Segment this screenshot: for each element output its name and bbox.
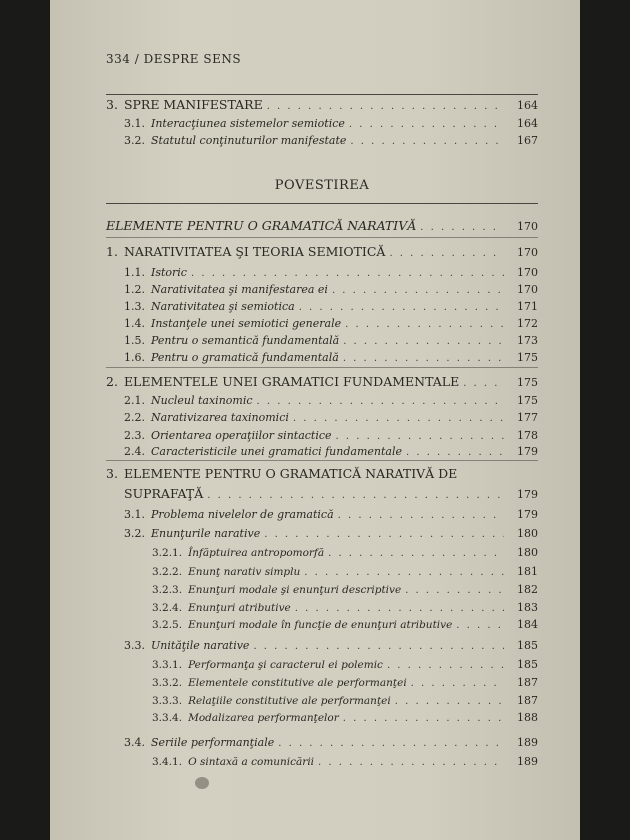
entry-title: Pentru o semantică fundamentală (151, 334, 340, 347)
entry-page: 185 (517, 658, 538, 671)
leader-dots (420, 222, 504, 233)
entry-page: 177 (517, 411, 538, 424)
toc-entry (152, 673, 538, 689)
entry-title: Caracteristicile unei gramatici fundamentale (151, 445, 402, 458)
entry-page: 170 (517, 283, 538, 296)
leader-dots (191, 268, 504, 279)
toc-entry (124, 280, 538, 296)
entry-number: 3. (106, 466, 118, 481)
entry-number: 1.3. (124, 300, 145, 313)
entry-number: 3.3.4. (152, 712, 183, 724)
entry-page: 175 (517, 394, 538, 407)
toc-entry (124, 636, 538, 652)
leader-dots (295, 603, 504, 614)
leader-dots (350, 136, 504, 147)
toc-entry (106, 465, 538, 481)
toc-entry (152, 752, 538, 768)
leader-dots (267, 101, 504, 112)
leader-dots (304, 567, 504, 578)
toc-entry (152, 580, 538, 596)
entry-number: 3.2.2. (152, 566, 183, 578)
entry-title: Modalizarea performanţelor (188, 712, 339, 724)
entry-title: Enunţurile narative (151, 527, 261, 540)
leader-dots (264, 529, 504, 540)
entry-title: SUPRAFAŢĂ (124, 486, 204, 501)
entry-number: 3.2.3. (152, 584, 183, 596)
entry-number: 2.2. (124, 411, 145, 424)
entry-page: 170 (517, 266, 538, 279)
leader-dots (463, 378, 504, 389)
toc-entry (124, 263, 538, 279)
toc-entry (106, 373, 538, 389)
entry-number: 3.4.1. (152, 756, 183, 768)
entry-title: O sintaxă a comunicării (188, 756, 315, 768)
leader-dots (299, 302, 504, 313)
entry-title: Narativizarea taxinomici (151, 411, 289, 424)
entry-number: 3.3.2. (152, 677, 183, 689)
entry-title: Narativitatea şi semiotica (151, 300, 295, 313)
entry-number: 3.2.1. (152, 547, 183, 559)
toc-entry (124, 442, 538, 458)
leader-dots (349, 119, 504, 130)
entry-title: Performanţa şi caracterul ei polemic (188, 659, 383, 671)
entry-page: 179 (517, 488, 538, 501)
book-page (50, 0, 580, 840)
entry-title: Unităţile narative (151, 639, 250, 652)
toc-entry (152, 543, 538, 559)
entry-page: 175 (517, 376, 538, 389)
entry-title: NARATIVITATEA ŞI TEORIA SEMIOTICĂ (123, 244, 386, 259)
leader-dots (405, 585, 504, 596)
entry-number: 3.3.3. (152, 695, 183, 707)
entry-page: 164 (517, 99, 538, 112)
entry-title: Problema nivelelor de gramatică (151, 508, 334, 521)
entry-title: Istoric (151, 266, 187, 279)
entry-number: 1.5. (124, 334, 145, 347)
entry-number: 2.4. (124, 445, 145, 458)
entry-title: Elementele constitutive ale performanţei (188, 677, 407, 689)
toc-entry (124, 505, 538, 521)
leader-dots (338, 510, 504, 521)
leader-dots (389, 248, 504, 259)
entry-page: 171 (517, 300, 538, 313)
entry-number: 2.3. (124, 429, 145, 442)
entry-title: Înfăptuirea antropomorfă (188, 547, 325, 559)
entry-number: 1.6. (124, 351, 145, 364)
entry-title: Seriile performanţiale (151, 736, 275, 749)
toc-entry (124, 426, 538, 442)
toc-entry (152, 655, 538, 671)
entry-page: 187 (517, 694, 538, 707)
entry-number: 3. (106, 97, 118, 112)
entry-page: 175 (517, 351, 538, 364)
toc-entry (106, 217, 538, 233)
toc-entry (124, 114, 538, 130)
entry-page: 179 (517, 508, 538, 521)
toc-entry (106, 96, 538, 112)
ink-stain (195, 777, 209, 789)
leader-dots (318, 757, 504, 768)
entry-page: 167 (517, 134, 538, 147)
toc-entry (152, 562, 538, 578)
toc-entry (124, 297, 538, 313)
toc-entry (124, 314, 538, 330)
leader-dots (387, 660, 504, 671)
toc-entry (106, 243, 538, 259)
entry-page: 164 (517, 117, 538, 130)
entry-page: 180 (517, 527, 538, 540)
entry-page: 172 (517, 317, 538, 330)
toc-entry (152, 691, 538, 707)
leader-dots (207, 490, 504, 501)
leader-dots (253, 641, 504, 652)
entry-page: 183 (517, 601, 538, 614)
entry-number: 1. (106, 244, 118, 259)
entry-number: 3.3. (124, 639, 145, 652)
divider (106, 203, 538, 204)
toc-entry (152, 598, 538, 614)
entry-title: SPRE MANIFESTARE (123, 97, 263, 112)
entry-number: 1.4. (124, 317, 145, 330)
leader-dots (456, 620, 504, 631)
leader-dots (343, 353, 504, 364)
entry-page: 178 (517, 429, 538, 442)
entry-number: 3.1. (124, 508, 145, 521)
toc-entry (124, 331, 538, 347)
leader-dots (395, 696, 504, 707)
entry-number: 2.1. (124, 394, 145, 407)
entry-title: Nucleul taxinomic (151, 394, 253, 407)
entry-title: Enunţ narativ simplu (188, 566, 301, 578)
entry-page: 188 (517, 711, 538, 724)
entry-page: 170 (517, 220, 538, 233)
entry-title: Narativitatea şi manifestarea ei (151, 283, 328, 296)
entry-title: Instanţele unei semiotici generale (151, 317, 342, 330)
leader-dots (332, 285, 504, 296)
entry-page: 179 (517, 445, 538, 458)
entry-page: 185 (517, 639, 538, 652)
entry-title: Enunţuri modale şi enunţuri descriptive (188, 584, 402, 596)
part-title: POVESTIREA (274, 178, 370, 193)
entry-page: 181 (517, 565, 538, 578)
entry-title: Pentru o gramatică fundamentală (151, 351, 339, 364)
leader-dots (345, 319, 504, 330)
toc-entry (124, 131, 538, 147)
entry-title: Statutul conţinuturilor manifestate (151, 134, 347, 147)
entry-page: 170 (517, 246, 538, 259)
entry-title: ELEMENTE PENTRU O GRAMATICĂ NARATIVĂ DE (123, 466, 458, 481)
entry-title: Interacţiunea sistemelor semiotice (151, 117, 345, 130)
toc-entry (124, 485, 538, 501)
divider (106, 367, 538, 368)
entry-title: Orientarea operaţiilor sintactice (151, 429, 332, 442)
entry-page: 184 (517, 618, 538, 631)
divider (106, 460, 538, 461)
entry-number: 3.1. (124, 117, 145, 130)
toc-entry (152, 615, 538, 631)
leader-dots (406, 447, 504, 458)
entry-number: 3.2.5. (152, 619, 183, 631)
leader-dots (257, 396, 504, 407)
running-header: 334 / DESPRE SENS (106, 52, 242, 66)
entry-number: 1.1. (124, 266, 145, 279)
entry-page: 189 (517, 755, 538, 768)
entry-title: Relaţiile constitutive ale performanţei (188, 695, 391, 707)
entry-page: 182 (517, 583, 538, 596)
entry-number: 1.2. (124, 283, 145, 296)
toc-entry (124, 733, 538, 749)
entry-page: 187 (517, 676, 538, 689)
toc-entry (124, 391, 538, 407)
leader-dots (343, 336, 504, 347)
entry-number: 3.2.4. (152, 602, 183, 614)
divider (106, 94, 538, 95)
entry-page: 189 (517, 736, 538, 749)
leader-dots (293, 413, 504, 424)
leader-dots (336, 431, 504, 442)
entry-number: 2. (106, 374, 118, 389)
entry-title: ELEMENTE PENTRU O GRAMATICĂ NARATIVĂ (106, 218, 417, 233)
entry-number: 3.3.1. (152, 659, 183, 671)
entry-number: 3.2. (124, 134, 145, 147)
entry-title: Enunţuri modale în funcţie de enunţuri atributive (188, 619, 453, 631)
entry-page: 173 (517, 334, 538, 347)
toc-entry (124, 524, 538, 540)
entry-page: 180 (517, 546, 538, 559)
toc-entry (152, 708, 538, 724)
divider (106, 237, 538, 238)
leader-dots (411, 678, 504, 689)
toc-entry (124, 408, 538, 424)
leader-dots (278, 738, 504, 749)
leader-dots (343, 713, 504, 724)
leader-dots (328, 548, 504, 559)
entry-title: ELEMENTELE UNEI GRAMATICI FUNDAMENTALE (123, 374, 460, 389)
entry-number: 3.4. (124, 736, 145, 749)
entry-number: 3.2. (124, 527, 145, 540)
toc-entry (124, 348, 538, 364)
entry-title: Enunţuri atributive (188, 602, 291, 614)
